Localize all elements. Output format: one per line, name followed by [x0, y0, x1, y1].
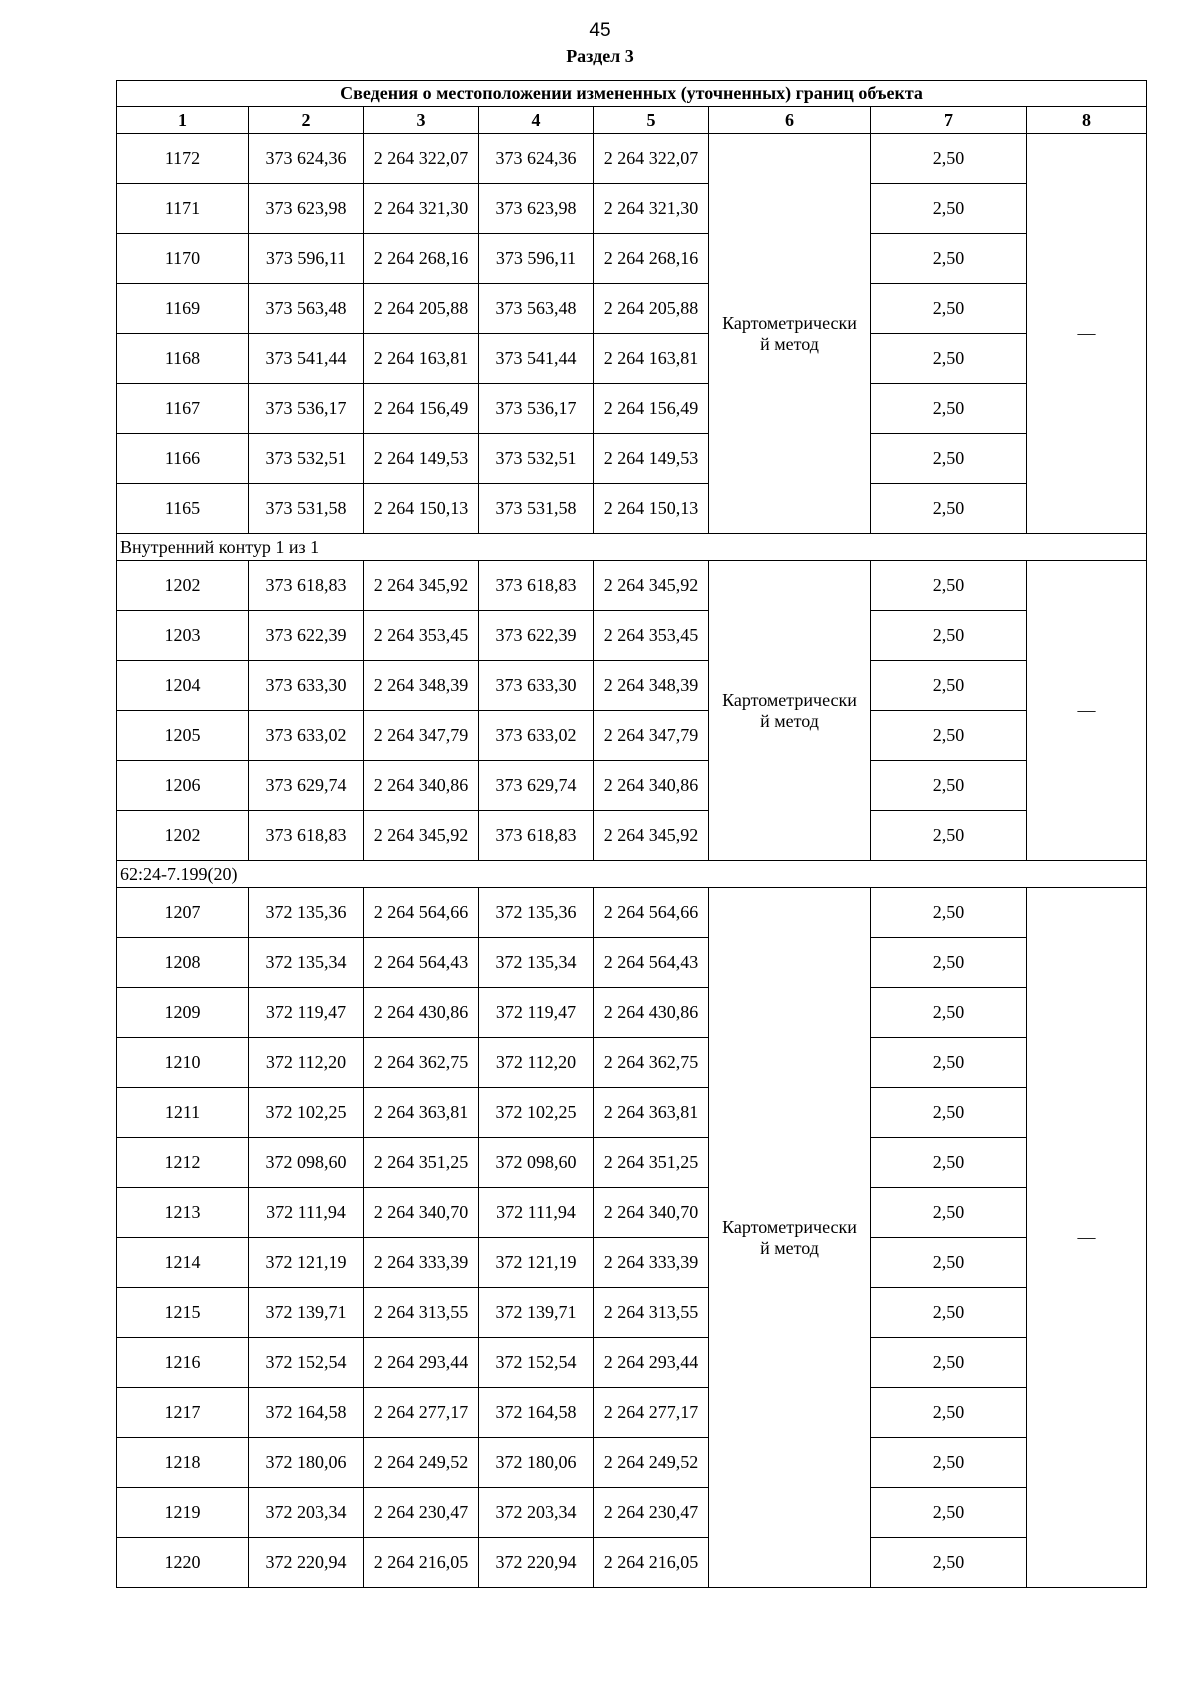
y-coordinate-cell: 2 264 564,43	[364, 938, 479, 988]
column-header: 3	[364, 107, 479, 134]
precision-cell: 2,50	[871, 434, 1027, 484]
precision-cell: 2,50	[871, 811, 1027, 861]
x-coordinate-cell: 373 633,02	[249, 711, 364, 761]
x-coordinate-cell: 372 112,20	[249, 1038, 364, 1088]
point-number-cell: 1169	[117, 284, 249, 334]
x-coordinate-cell: 373 532,51	[479, 434, 594, 484]
section-title: Раздел 3	[566, 46, 634, 66]
y-coordinate-cell: 2 264 230,47	[594, 1488, 709, 1538]
point-number-cell: 1213	[117, 1188, 249, 1238]
y-coordinate-cell: 2 264 363,81	[364, 1088, 479, 1138]
x-coordinate-cell: 372 152,54	[479, 1338, 594, 1388]
x-coordinate-cell: 373 531,58	[479, 484, 594, 534]
x-coordinate-cell: 372 135,36	[479, 888, 594, 938]
x-coordinate-cell: 373 618,83	[249, 561, 364, 611]
table-row	[117, 611, 1147, 661]
precision-cell: 2,50	[871, 1538, 1027, 1588]
x-coordinate-cell: 372 102,25	[249, 1088, 364, 1138]
x-coordinate-cell: 372 119,47	[249, 988, 364, 1038]
x-coordinate-cell: 372 180,06	[249, 1438, 364, 1488]
table-row	[117, 234, 1147, 284]
table-row	[117, 811, 1147, 861]
method-text-line: Картометрически	[722, 1216, 857, 1237]
y-coordinate-cell: 2 264 333,39	[594, 1238, 709, 1288]
column-header: 5	[594, 107, 709, 134]
y-coordinate-cell: 2 264 345,92	[594, 811, 709, 861]
y-coordinate-cell: 2 264 333,39	[364, 1238, 479, 1288]
table-row	[117, 1488, 1147, 1538]
column-header: 1	[117, 107, 249, 134]
y-coordinate-cell: 2 264 351,25	[364, 1138, 479, 1188]
x-coordinate-cell: 372 135,36	[249, 888, 364, 938]
x-coordinate-cell: 372 111,94	[249, 1188, 364, 1238]
table-row	[117, 1388, 1147, 1438]
table-row	[117, 988, 1147, 1038]
precision-cell: 2,50	[871, 888, 1027, 938]
point-number-cell: 1170	[117, 234, 249, 284]
point-number-cell: 1204	[117, 661, 249, 711]
y-coordinate-cell: 2 264 348,39	[594, 661, 709, 711]
y-coordinate-cell: 2 264 321,30	[594, 184, 709, 234]
x-coordinate-cell: 372 111,94	[479, 1188, 594, 1238]
method-text-line: Картометрически	[722, 689, 857, 710]
precision-cell: 2,50	[871, 988, 1027, 1038]
y-coordinate-cell: 2 264 353,45	[594, 611, 709, 661]
table-caption-row	[117, 81, 1147, 107]
y-coordinate-cell: 2 264 216,05	[594, 1538, 709, 1588]
x-coordinate-cell: 372 220,94	[479, 1538, 594, 1588]
y-coordinate-cell: 2 264 249,52	[364, 1438, 479, 1488]
y-coordinate-cell: 2 264 345,92	[364, 811, 479, 861]
table-row	[117, 661, 1147, 711]
table-row	[117, 134, 1147, 184]
x-coordinate-cell: 373 623,98	[249, 184, 364, 234]
column-header: 8	[1027, 107, 1147, 134]
table-body	[117, 81, 1147, 1588]
x-coordinate-cell: 372 203,34	[249, 1488, 364, 1538]
x-coordinate-cell: 372 102,25	[479, 1088, 594, 1138]
y-coordinate-cell: 2 264 564,43	[594, 938, 709, 988]
precision-cell: 2,50	[871, 1388, 1027, 1438]
column-header: 2	[249, 107, 364, 134]
precision-cell: 2,50	[871, 561, 1027, 611]
contour-label: 62:24-7.199(20)	[117, 861, 1147, 888]
y-coordinate-cell: 2 264 268,16	[594, 234, 709, 284]
y-coordinate-cell: 2 264 322,07	[594, 134, 709, 184]
y-coordinate-cell: 2 264 340,86	[364, 761, 479, 811]
point-number-cell: 1215	[117, 1288, 249, 1338]
precision-cell: 2,50	[871, 134, 1027, 184]
precision-cell: 2,50	[871, 1238, 1027, 1288]
x-coordinate-cell: 372 180,06	[479, 1438, 594, 1488]
x-coordinate-cell: 372 112,20	[479, 1038, 594, 1088]
y-coordinate-cell: 2 264 564,66	[594, 888, 709, 938]
table-row	[117, 334, 1147, 384]
precision-cell: 2,50	[871, 1088, 1027, 1138]
table-row	[117, 711, 1147, 761]
x-coordinate-cell: 372 139,71	[249, 1288, 364, 1338]
table-row	[117, 938, 1147, 988]
column-header: 6	[709, 107, 871, 134]
x-coordinate-cell: 373 622,39	[249, 611, 364, 661]
x-coordinate-cell: 373 618,83	[479, 811, 594, 861]
table-row	[117, 284, 1147, 334]
x-coordinate-cell: 372 203,34	[479, 1488, 594, 1538]
point-number-cell: 1208	[117, 938, 249, 988]
y-coordinate-cell: 2 264 313,55	[594, 1288, 709, 1338]
y-coordinate-cell: 2 264 363,81	[594, 1088, 709, 1138]
y-coordinate-cell: 2 264 163,81	[594, 334, 709, 384]
y-coordinate-cell: 2 264 205,88	[364, 284, 479, 334]
point-number-cell: 1219	[117, 1488, 249, 1538]
precision-cell: 2,50	[871, 661, 1027, 711]
table-row	[117, 1038, 1147, 1088]
x-coordinate-cell: 373 624,36	[479, 134, 594, 184]
point-number-cell: 1203	[117, 611, 249, 661]
x-coordinate-cell: 372 121,19	[249, 1238, 364, 1288]
contour-label-row	[117, 534, 1147, 561]
table-row	[117, 561, 1147, 611]
point-number-cell: 1168	[117, 334, 249, 384]
column-header: 7	[871, 107, 1027, 134]
x-coordinate-cell: 372 119,47	[479, 988, 594, 1038]
point-number-cell: 1172	[117, 134, 249, 184]
x-coordinate-cell: 373 622,39	[479, 611, 594, 661]
precision-cell: 2,50	[871, 484, 1027, 534]
boundary-coordinates-table	[116, 80, 1147, 1588]
x-coordinate-cell: 372 220,94	[249, 1538, 364, 1588]
y-coordinate-cell: 2 264 353,45	[364, 611, 479, 661]
method-text-line: й метод	[760, 710, 819, 731]
column-header: 4	[479, 107, 594, 134]
precision-cell: 2,50	[871, 384, 1027, 434]
table-row	[117, 484, 1147, 534]
table-row	[117, 384, 1147, 434]
x-coordinate-cell: 373 629,74	[479, 761, 594, 811]
point-number-cell: 1165	[117, 484, 249, 534]
y-coordinate-cell: 2 264 321,30	[364, 184, 479, 234]
x-coordinate-cell: 373 633,02	[479, 711, 594, 761]
y-coordinate-cell: 2 264 293,44	[594, 1338, 709, 1388]
point-number-cell: 1171	[117, 184, 249, 234]
table-row	[117, 1338, 1147, 1388]
method-text-line: й метод	[760, 1237, 819, 1258]
x-coordinate-cell: 373 618,83	[479, 561, 594, 611]
precision-cell: 2,50	[871, 938, 1027, 988]
table-row	[117, 1188, 1147, 1238]
point-number-cell: 1218	[117, 1438, 249, 1488]
precision-cell: 2,50	[871, 284, 1027, 334]
x-coordinate-cell: 373 596,11	[479, 234, 594, 284]
y-coordinate-cell: 2 264 230,47	[364, 1488, 479, 1538]
y-coordinate-cell: 2 264 277,17	[364, 1388, 479, 1438]
point-number-cell: 1211	[117, 1088, 249, 1138]
x-coordinate-cell: 372 121,19	[479, 1238, 594, 1288]
x-coordinate-cell: 373 596,11	[249, 234, 364, 284]
point-number-cell: 1166	[117, 434, 249, 484]
precision-cell: 2,50	[871, 334, 1027, 384]
x-coordinate-cell: 373 563,48	[479, 284, 594, 334]
table-row	[117, 1288, 1147, 1338]
precision-cell: 2,50	[871, 184, 1027, 234]
y-coordinate-cell: 2 264 340,70	[364, 1188, 479, 1238]
method-text-line: Картометрически	[722, 312, 857, 333]
x-coordinate-cell: 372 135,34	[249, 938, 364, 988]
table-caption: Сведения о местоположении измененных (уточненных) границ объекта	[117, 81, 1147, 107]
column-8-cell: —	[1027, 561, 1147, 861]
point-number-cell: 1205	[117, 711, 249, 761]
y-coordinate-cell: 2 264 351,25	[594, 1138, 709, 1188]
y-coordinate-cell: 2 264 340,86	[594, 761, 709, 811]
x-coordinate-cell: 373 541,44	[249, 334, 364, 384]
y-coordinate-cell: 2 264 362,75	[594, 1038, 709, 1088]
y-coordinate-cell: 2 264 156,49	[594, 384, 709, 434]
y-coordinate-cell: 2 264 216,05	[364, 1538, 479, 1588]
method-cell	[709, 134, 871, 534]
y-coordinate-cell: 2 264 149,53	[594, 434, 709, 484]
x-coordinate-cell: 373 633,30	[479, 661, 594, 711]
point-number-cell: 1206	[117, 761, 249, 811]
precision-cell: 2,50	[871, 1138, 1027, 1188]
x-coordinate-cell: 372 152,54	[249, 1338, 364, 1388]
precision-cell: 2,50	[871, 1288, 1027, 1338]
precision-cell: 2,50	[871, 1038, 1027, 1088]
x-coordinate-cell: 373 536,17	[479, 384, 594, 434]
x-coordinate-cell: 372 164,58	[479, 1388, 594, 1438]
table-row	[117, 761, 1147, 811]
y-coordinate-cell: 2 264 430,86	[364, 988, 479, 1038]
contour-label-row	[117, 861, 1147, 888]
precision-cell: 2,50	[871, 761, 1027, 811]
table-row	[117, 1538, 1147, 1588]
y-coordinate-cell: 2 264 163,81	[364, 334, 479, 384]
page-number: 45	[589, 20, 611, 41]
precision-cell: 2,50	[871, 1488, 1027, 1538]
point-number-cell: 1202	[117, 561, 249, 611]
y-coordinate-cell: 2 264 322,07	[364, 134, 479, 184]
table-row	[117, 1088, 1147, 1138]
x-coordinate-cell: 372 135,34	[479, 938, 594, 988]
column-header-row	[117, 107, 1147, 134]
y-coordinate-cell: 2 264 347,79	[594, 711, 709, 761]
table-row	[117, 434, 1147, 484]
point-number-cell: 1220	[117, 1538, 249, 1588]
precision-cell: 2,50	[871, 611, 1027, 661]
x-coordinate-cell: 373 541,44	[479, 334, 594, 384]
y-coordinate-cell: 2 264 205,88	[594, 284, 709, 334]
y-coordinate-cell: 2 264 564,66	[364, 888, 479, 938]
table-row	[117, 888, 1147, 938]
y-coordinate-cell: 2 264 313,55	[364, 1288, 479, 1338]
column-8-cell: —	[1027, 134, 1147, 534]
x-coordinate-cell: 373 623,98	[479, 184, 594, 234]
y-coordinate-cell: 2 264 150,13	[594, 484, 709, 534]
x-coordinate-cell: 373 532,51	[249, 434, 364, 484]
point-number-cell: 1217	[117, 1388, 249, 1438]
point-number-cell: 1167	[117, 384, 249, 434]
y-coordinate-cell: 2 264 293,44	[364, 1338, 479, 1388]
precision-cell: 2,50	[871, 234, 1027, 284]
y-coordinate-cell: 2 264 345,92	[364, 561, 479, 611]
point-number-cell: 1216	[117, 1338, 249, 1388]
x-coordinate-cell: 372 098,60	[479, 1138, 594, 1188]
column-8-cell: —	[1027, 888, 1147, 1588]
precision-cell: 2,50	[871, 1188, 1027, 1238]
point-number-cell: 1214	[117, 1238, 249, 1288]
x-coordinate-cell: 373 531,58	[249, 484, 364, 534]
x-coordinate-cell: 373 563,48	[249, 284, 364, 334]
y-coordinate-cell: 2 264 347,79	[364, 711, 479, 761]
x-coordinate-cell: 373 624,36	[249, 134, 364, 184]
y-coordinate-cell: 2 264 268,16	[364, 234, 479, 284]
table-row	[117, 1238, 1147, 1288]
precision-cell: 2,50	[871, 1338, 1027, 1388]
y-coordinate-cell: 2 264 249,52	[594, 1438, 709, 1488]
method-cell	[709, 561, 871, 861]
method-text-line: й метод	[760, 333, 819, 354]
y-coordinate-cell: 2 264 348,39	[364, 661, 479, 711]
x-coordinate-cell: 372 164,58	[249, 1388, 364, 1438]
precision-cell: 2,50	[871, 1438, 1027, 1488]
x-coordinate-cell: 373 629,74	[249, 761, 364, 811]
table-row	[117, 1138, 1147, 1188]
x-coordinate-cell: 373 618,83	[249, 811, 364, 861]
point-number-cell: 1210	[117, 1038, 249, 1088]
y-coordinate-cell: 2 264 362,75	[364, 1038, 479, 1088]
y-coordinate-cell: 2 264 277,17	[594, 1388, 709, 1438]
x-coordinate-cell: 372 098,60	[249, 1138, 364, 1188]
y-coordinate-cell: 2 264 149,53	[364, 434, 479, 484]
y-coordinate-cell: 2 264 156,49	[364, 384, 479, 434]
contour-label: Внутренний контур 1 из 1	[117, 534, 1147, 561]
x-coordinate-cell: 372 139,71	[479, 1288, 594, 1338]
point-number-cell: 1202	[117, 811, 249, 861]
point-number-cell: 1209	[117, 988, 249, 1038]
y-coordinate-cell: 2 264 430,86	[594, 988, 709, 1038]
method-cell	[709, 888, 871, 1588]
y-coordinate-cell: 2 264 345,92	[594, 561, 709, 611]
x-coordinate-cell: 373 536,17	[249, 384, 364, 434]
precision-cell: 2,50	[871, 711, 1027, 761]
point-number-cell: 1212	[117, 1138, 249, 1188]
y-coordinate-cell: 2 264 340,70	[594, 1188, 709, 1238]
x-coordinate-cell: 373 633,30	[249, 661, 364, 711]
y-coordinate-cell: 2 264 150,13	[364, 484, 479, 534]
point-number-cell: 1207	[117, 888, 249, 938]
table-row	[117, 184, 1147, 234]
table-row	[117, 1438, 1147, 1488]
